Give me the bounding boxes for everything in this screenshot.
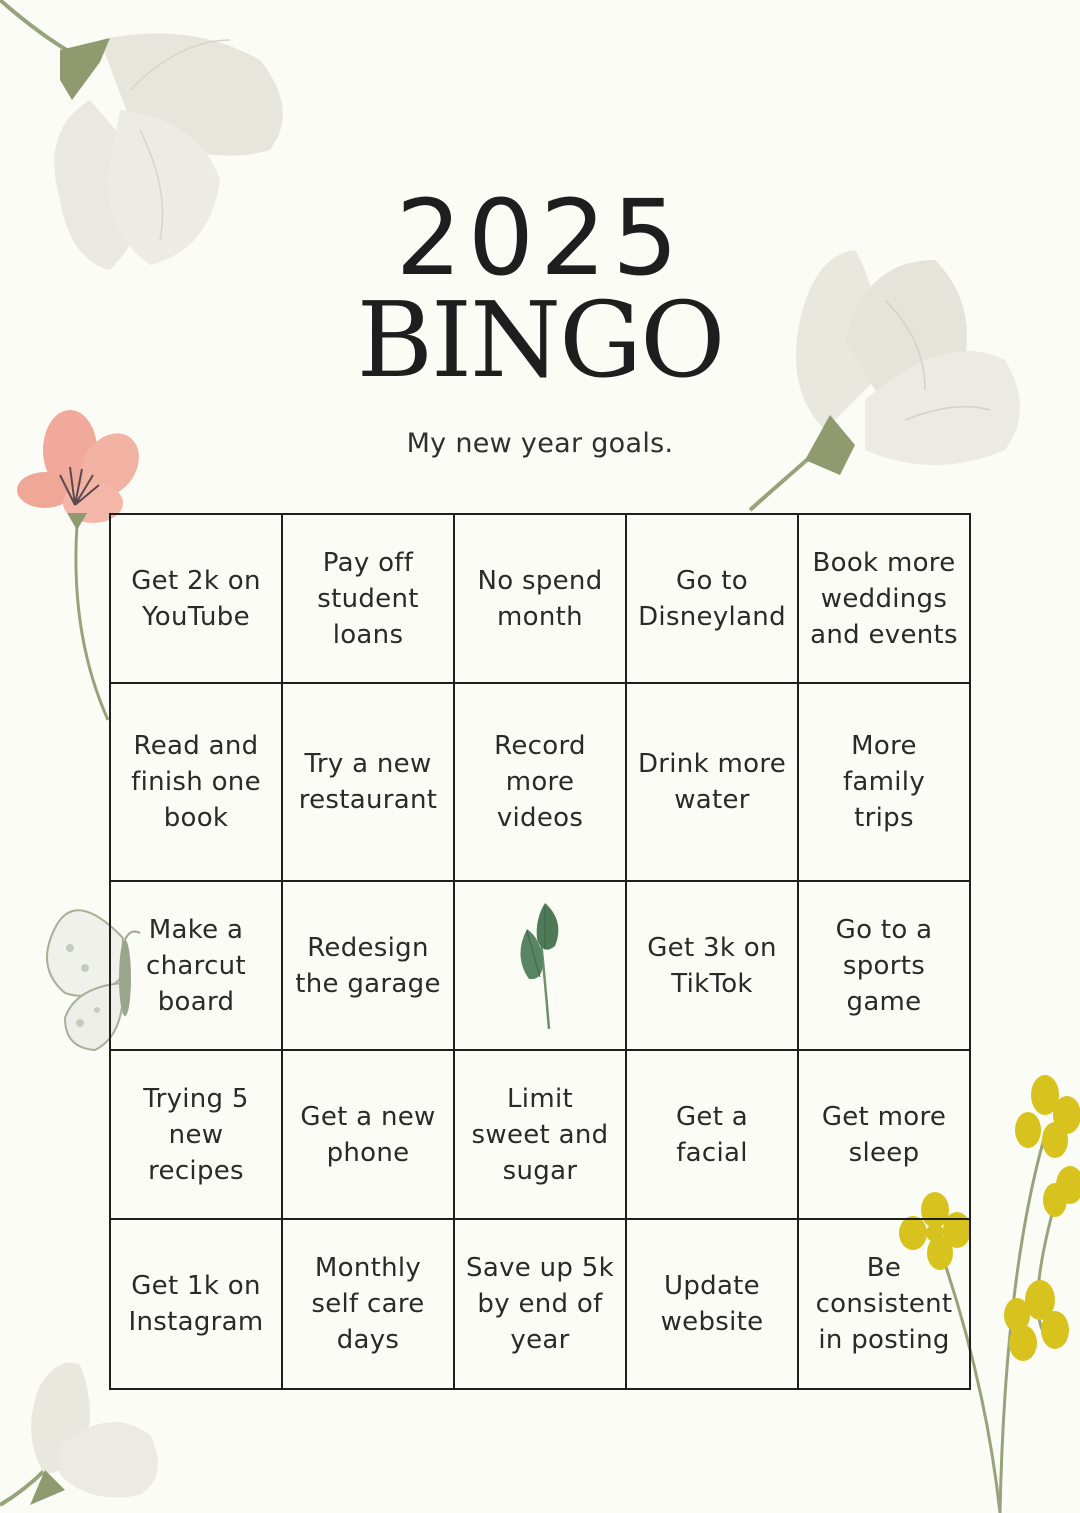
bingo-cell: Get 2k on YouTube — [111, 515, 283, 684]
subtitle: My new year goals. — [406, 428, 674, 459]
bingo-cell: Book more weddings and events — [799, 515, 971, 684]
bingo-cell: Get a new phone — [283, 1051, 455, 1220]
title-year: 2025 — [395, 177, 685, 299]
bingo-cell: No spend month — [455, 515, 627, 684]
leaf-sprig-icon — [515, 901, 565, 1031]
bingo-cell: Go to a sports game — [799, 882, 971, 1051]
bingo-grid — [109, 513, 971, 1390]
bingo-cell: Read and finish one book — [111, 684, 283, 882]
bingo-cell: Update website — [627, 1220, 799, 1390]
bingo-cell: More family trips — [799, 684, 971, 882]
bingo-cell: Get 1k on Instagram — [111, 1220, 283, 1390]
bingo-cell: Monthly self care days — [283, 1220, 455, 1390]
bingo-cell: Get 3k on TikTok — [627, 882, 799, 1051]
bingo-cell: Pay off student loans — [283, 515, 455, 684]
bingo-cell: Drink more water — [627, 684, 799, 882]
bingo-cell: Save up 5k by end of year — [455, 1220, 627, 1390]
bingo-cell: Go to Disneyland — [627, 515, 799, 684]
title-bingo: BINGO — [356, 279, 724, 401]
bingo-cell: Make a charcut board — [111, 882, 283, 1051]
bingo-cell: Trying 5 new recipes — [111, 1051, 283, 1220]
bingo-cell: Limit sweet and sugar — [455, 1051, 627, 1220]
bingo-cell: Redesign the garage — [283, 882, 455, 1051]
bingo-cell: Record more videos — [455, 684, 627, 882]
bingo-cell: Be consistent in posting — [799, 1220, 971, 1390]
bingo-cell: Get more sleep — [799, 1051, 971, 1220]
bingo-cell: Get a facial — [627, 1051, 799, 1220]
free-space-cell — [455, 882, 627, 1051]
bingo-cell: Try a new restaurant — [283, 684, 455, 882]
